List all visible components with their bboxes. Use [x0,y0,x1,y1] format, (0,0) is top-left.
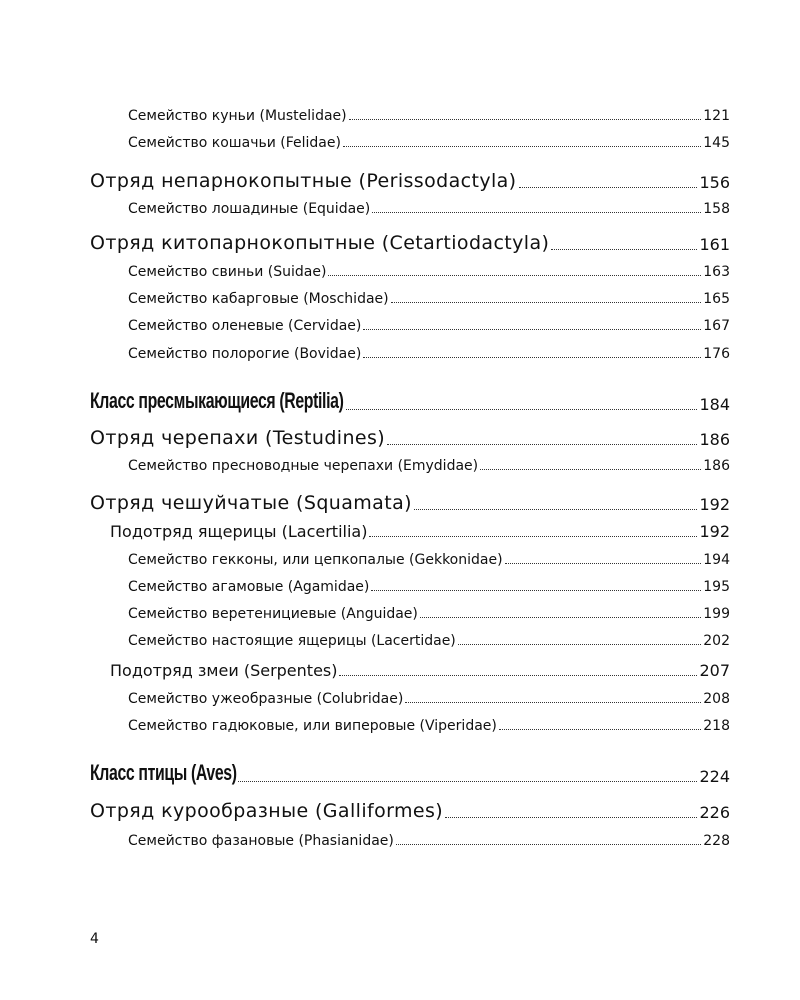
toc-entry-page: 184 [699,395,730,414]
toc-entry-page: 121 [703,108,730,124]
toc-entry-order [90,166,730,192]
dot-leader [396,843,701,845]
dot-leader [458,643,701,645]
toc-entry-page: 202 [703,633,730,649]
toc-entry-title: Семейство кошачьи (Felidae) [128,135,341,151]
dot-leader [349,118,702,120]
toc-entry-title: Класс пресмыкающиеся (Reptilia) [90,388,344,413]
dot-leader [480,468,701,470]
toc-entry-page: 218 [703,718,730,734]
toc-entry-title: Отряд китопарнокопытные (Cetartiodactyla) [90,232,550,254]
toc-entry-family [90,627,730,649]
dot-leader [238,780,697,782]
toc-entry-family [90,712,730,734]
toc-entry-family [90,546,730,568]
dot-leader [372,211,701,213]
toc-entry-suborder [90,519,730,541]
toc-entry-title: Семейство свиньи (Suidae) [128,264,327,280]
toc-entry-page: 145 [703,135,730,151]
toc-entry-title: Семейство веретенициевые (Anguidae) [128,606,418,622]
toc-entry-class [90,756,730,786]
toc-entry-family [90,600,730,622]
toc-entry-page: 194 [703,552,730,568]
toc-entry-order [90,423,730,449]
toc-entry-title: Отряд черепахи (Testudines) [90,427,386,449]
toc-entry-page: 226 [699,803,730,822]
toc-entry-family [90,258,730,280]
toc-entry-title: Класс птицы (Aves) [90,760,237,785]
toc-entry-title: Семейство агамовые (Agamidae) [128,579,370,595]
toc-entry-family [90,129,730,151]
toc-entry-title: Подотряд ящерицы (Lacertilia) [110,522,368,541]
toc-entry-title: Семейство куньи (Mustelidae) [128,108,347,124]
toc-entry-page: 228 [703,833,730,849]
toc-entry-page: 224 [699,767,730,786]
toc-entry-title: Семейство фазановые (Phasianidae) [128,833,394,849]
toc-entry-page: 192 [699,495,730,514]
dot-leader [328,274,701,276]
toc-entry-page: 208 [703,691,730,707]
toc-entry-family [90,452,730,474]
toc-entry-suborder [90,658,730,680]
toc-entry-page: 195 [703,579,730,595]
dot-leader [363,356,701,358]
dot-leader [369,535,697,537]
dot-leader [445,816,697,818]
toc-entry-title: Семейство гекконы, или цепкопалые (Gekkonidae) [128,552,503,568]
dot-leader [339,674,697,676]
toc-entry-page: 199 [703,606,730,622]
toc-entry-page: 167 [703,318,730,334]
toc-entry-page: 186 [699,430,730,449]
toc-entry-family [90,685,730,707]
dot-leader [371,589,701,591]
toc-entry-order [90,488,730,514]
toc-entry-title: Подотряд змеи (Serpentes) [110,661,338,680]
toc-entry-family [90,195,730,217]
dot-leader [551,248,697,250]
toc-entry-page: 163 [703,264,730,280]
dot-leader [505,562,702,564]
dot-leader [387,443,697,445]
toc-entry-page: 207 [699,661,730,680]
toc-entry-title: Семейство гадюковые, или виперовые (Viperidae) [128,718,497,734]
toc-entry-order [90,228,730,254]
dot-leader [519,186,698,188]
toc-entry-class [90,384,730,414]
toc-entry-page: 161 [699,235,730,254]
toc-entry-family [90,285,730,307]
toc-entry-title: Семейство кабарговые (Moschidae) [128,291,389,307]
toc-entry-title: Семейство пресноводные черепахи (Emydidae) [128,458,479,474]
dot-leader [346,408,698,410]
dot-leader [405,701,701,703]
toc-entry-family [90,340,730,362]
toc-entry-title: Семейство настоящие ящерицы (Lacertidae) [128,633,456,649]
toc-entry-title: Отряд чешуйчатые (Squamata) [90,492,412,514]
toc-entry-title: Семейство лошадиные (Equidae) [128,201,371,217]
toc-entry-title: Отряд курообразные (Galliformes) [90,800,444,822]
toc-entry-family [90,827,730,849]
toc-entry-page: 156 [699,173,730,192]
dot-leader [391,301,702,303]
toc-entry-family [90,102,730,124]
dot-leader [499,728,701,730]
dot-leader [343,145,701,147]
dot-leader [363,328,701,330]
toc-entry-title: Отряд непарнокопытные (Perissodactyla) [90,170,517,192]
toc-entry-page: 192 [699,522,730,541]
toc-entry-title: Семейство полорогие (Bovidae) [128,346,362,362]
page-number: 4 [90,931,99,947]
toc-entry-page: 176 [703,346,730,362]
toc-entry-family [90,573,730,595]
dot-leader [420,616,701,618]
toc-entry-page: 186 [703,458,730,474]
toc-entry-page: 158 [703,201,730,217]
dot-leader [414,508,698,510]
toc-entry-order [90,796,730,822]
toc-entry-title: Семейство ужеобразные (Colubridae) [128,691,404,707]
toc-entry-title: Семейство оленевые (Cervidae) [128,318,362,334]
toc-entry-family [90,312,730,334]
toc-entry-page: 165 [703,291,730,307]
